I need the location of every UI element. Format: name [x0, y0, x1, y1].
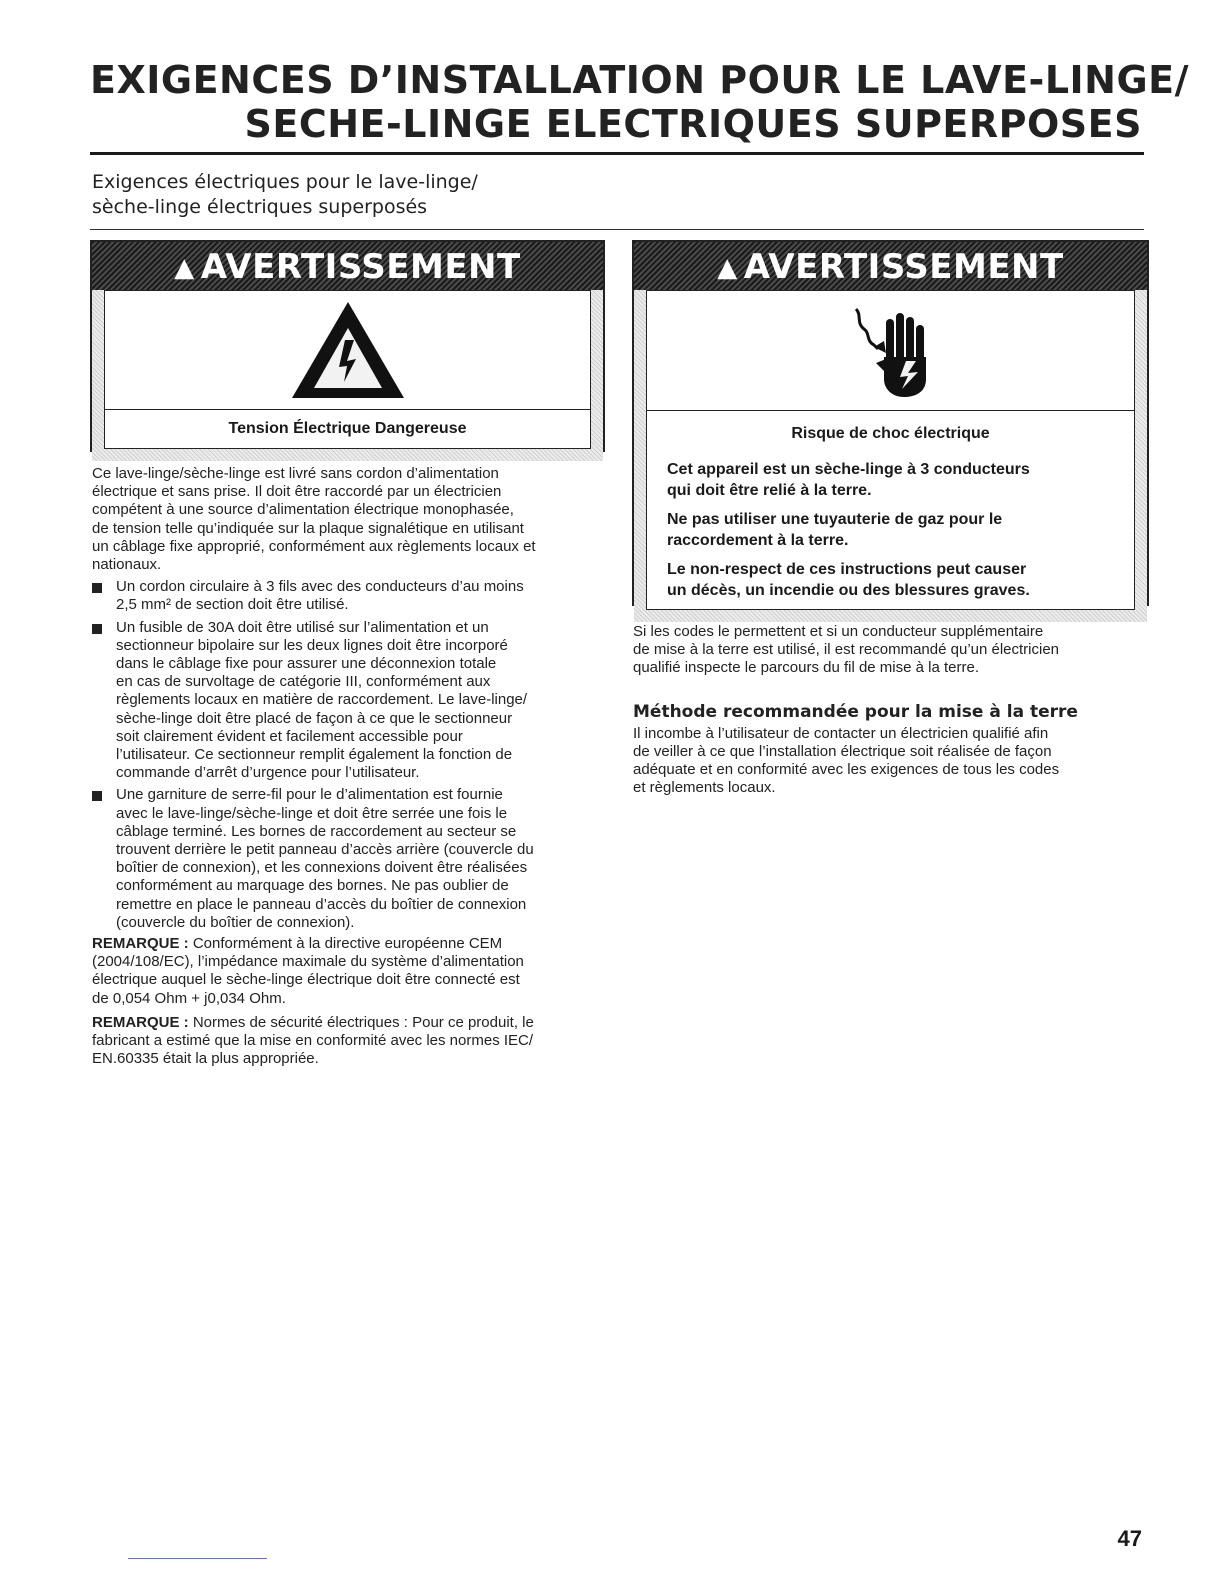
subtitle-divider	[90, 229, 1144, 230]
text-line: en cas de survoltage de catégorie III, conformément aux	[116, 673, 491, 691]
text-line: EN.60335 était la plus appropriée.	[92, 1050, 319, 1068]
section-subtitle	[92, 170, 478, 220]
bullet-item	[92, 578, 607, 614]
text-line	[92, 935, 607, 953]
text-line: (couvercle du boîtier de connexion).	[116, 913, 355, 931]
warning-messages	[647, 449, 1134, 601]
warning-message-line: Le non-respect de ces instructions peut causer	[667, 561, 1027, 578]
warning-header-text: AVERTISSEMENT	[200, 247, 521, 287]
text-line: adéquate et en conformité avec les exigences de tous les codes	[633, 761, 1060, 779]
text-line: et règlements locaux.	[633, 779, 776, 797]
title-line-1: EXIGENCES D’INSTALLATION POUR LE LAVE-LINGE/	[90, 58, 1190, 102]
text-line: sèche-linge doit être placé de façon à ce que le sectionneur	[116, 709, 513, 727]
bullet-square-icon	[92, 624, 102, 634]
subtitle-line-2: sèche-linge électriques superposés	[92, 196, 428, 218]
warning-caption: Tension Électrique Dangereuse	[228, 420, 467, 437]
warning-message	[667, 559, 1114, 601]
warning-box-voltage	[90, 240, 605, 452]
page-number: 47	[1117, 1526, 1142, 1551]
note-paragraph	[92, 1014, 607, 1069]
warning-message	[667, 459, 1114, 501]
warning-message-line: Ne pas utiliser une tuyauterie de gaz pour le	[667, 511, 1003, 528]
note-paragraph	[92, 935, 607, 1008]
warning-frame	[92, 290, 603, 461]
subtitle-line-1: Exigences électriques pour le lave-linge/	[92, 171, 478, 193]
text-line: de mise à la terre est utilisé, il est recommandé qu’un électricien	[633, 641, 1060, 659]
electrical-hazard-triangle-icon	[288, 298, 408, 402]
grounding-method-paragraph	[633, 725, 1145, 798]
warning-caption: Risque de choc électrique	[791, 425, 990, 442]
text-line: électrique et sans prise. Il doit être raccordé par un électricien	[92, 483, 502, 501]
warning-message-line: Cet appareil est un sèche-linge à 3 conducteurs	[667, 461, 1030, 478]
section-heading: Méthode recommandée pour la mise à la terre	[633, 701, 1078, 722]
warning-triangle-icon: ▲	[174, 253, 195, 283]
text-line: de tension telle qu’indiquée sur la plaque signalétique en utilisant	[92, 519, 524, 537]
grounding-paragraph	[633, 623, 1145, 678]
text-line: câblage terminé. Les bornes de raccordement au secteur se	[116, 822, 517, 840]
text-line: soit clairement évident et facilement accessible pour	[116, 727, 463, 745]
text-line: commande d’arrêt d’urgence pour l’utilisateur.	[116, 764, 420, 782]
text-line: de 0,054 Ohm + j0,034 Ohm.	[92, 989, 286, 1007]
electric-shock-hand-icon	[846, 301, 936, 401]
right-column	[633, 620, 1145, 798]
intro-paragraph	[92, 465, 607, 574]
warning-message-line: un décès, un incendie ou des blessures graves.	[667, 582, 1030, 599]
warning-image-cell	[647, 291, 1134, 411]
text-line: l’utilisateur. Ce sectionneur remplit également la fonction de	[116, 746, 513, 764]
warning-message-line: qui doit être relié à la terre.	[667, 482, 872, 499]
warning-header	[634, 242, 1147, 290]
text-line: nationaux.	[92, 556, 162, 574]
warning-triangle-icon: ▲	[717, 253, 738, 283]
text-line: Ce lave-linge/sèche-linge est livré sans cordon d’alimentation	[92, 465, 499, 482]
text-line: Une garniture de serre-fil pour le d’alimentation est fournie	[116, 786, 503, 804]
note-text: Conformément à la directive européenne CEM	[188, 935, 503, 953]
page-title	[90, 58, 1190, 146]
text-line: avec le lave-linge/sèche-linge et doit être serrée une fois le	[116, 804, 508, 822]
note-label: REMARQUE :	[92, 1013, 189, 1031]
text-line: Un cordon circulaire à 3 fils avec des conducteurs d’au moins	[116, 578, 524, 596]
warning-header	[92, 242, 603, 290]
footer-rule	[128, 1558, 267, 1559]
text-line: trouvent derrière le petit panneau d’accès arrière (couvercle du	[116, 841, 534, 859]
note-label: REMARQUE :	[92, 935, 189, 953]
text-line: fabricant a estimé que la mise en conformité avec les normes IEC/	[92, 1032, 534, 1050]
bullet-item	[92, 619, 607, 783]
text-line: dans le câblage fixe pour assurer une déconnexion totale	[116, 655, 497, 673]
text-line: qualifié inspecte le parcours du fil de mise à la terre.	[633, 659, 980, 677]
bullet-square-icon	[92, 583, 102, 593]
text-line: boîtier de connexion), et les connexions doivent être réalisées	[116, 859, 528, 877]
text-line: de veiller à ce que l’installation électrique soit réalisée de façon	[633, 743, 1052, 761]
warning-message-line: raccordement à la terre.	[667, 532, 849, 549]
title-divider	[90, 152, 1144, 155]
warning-inner	[104, 290, 591, 449]
warning-image-cell	[105, 291, 590, 410]
bullet-square-icon	[92, 791, 102, 801]
warning-frame	[634, 290, 1147, 622]
warning-message	[667, 509, 1114, 551]
warning-box-shock	[632, 240, 1149, 606]
text-line: Il incombe à l’utilisateur de contacter un électricien qualifié afin	[633, 724, 1049, 742]
text-line: Si les codes le permettent et si un conducteur supplémentaire	[633, 623, 1044, 640]
text-line: électrique auquel le sèche-linge électrique doit être connecté est	[92, 971, 520, 989]
text-line: sectionneur bipolaire sur les deux lignes doit être incorporé	[116, 636, 508, 654]
text-line: 2,5 mm² de section doit être utilisé.	[116, 596, 349, 614]
text-line: Un fusible de 30A doit être utilisé sur l’alimentation et un	[116, 618, 489, 636]
note-text: Normes de sécurité électriques : Pour ce produit, le	[188, 1013, 534, 1031]
warning-header-text: AVERTISSEMENT	[743, 247, 1064, 287]
bullet-item	[92, 786, 607, 932]
text-line: un câblage fixe approprié, conformément aux règlements locaux et	[92, 537, 536, 555]
warning-inner	[646, 290, 1135, 610]
text-line: (2004/108/EC), l’impédance maximale du système d’alimentation	[92, 953, 524, 971]
title-line-2: SECHE-LINGE ELECTRIQUES SUPERPOSES	[244, 102, 1142, 146]
text-line: règlements locaux en matière de raccordement. Le lave-linge/	[116, 691, 528, 709]
text-line: conformément au marquage des bornes. Ne pas oublier de	[116, 877, 509, 895]
text-line	[92, 1014, 607, 1032]
text-line: compétent à une source d’alimentation électrique monophasée,	[92, 501, 514, 519]
left-column	[92, 462, 607, 1069]
text-line: remettre en place le panneau d’accès du boîtier de connexion	[116, 895, 527, 913]
